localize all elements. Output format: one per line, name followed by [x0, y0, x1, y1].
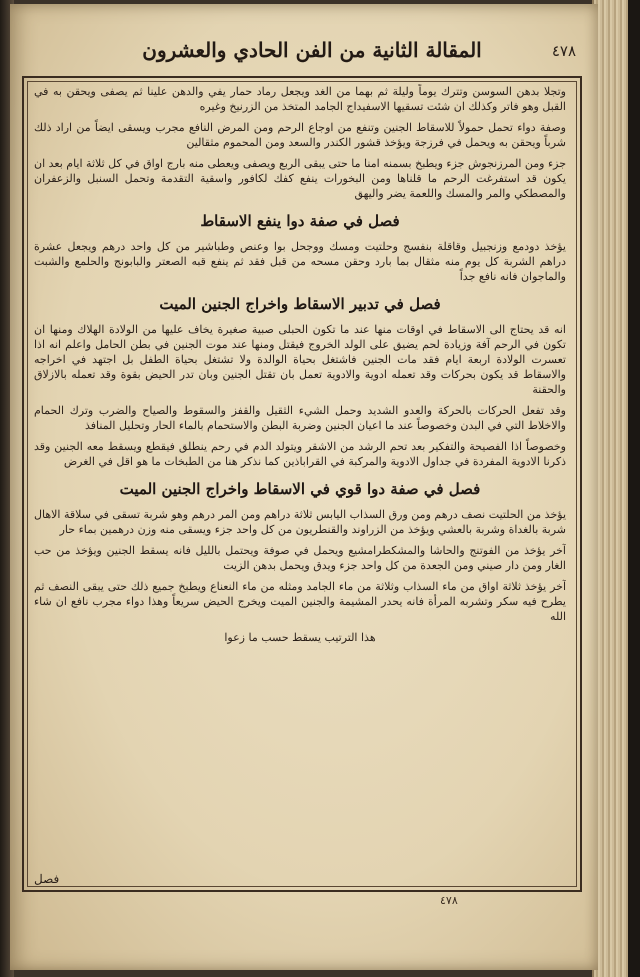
section-heading: فصل في صفة دوا قوي في الاسقاط واخراج الجنين الميت [119, 480, 481, 498]
section-heading: فصل في صفة دوا ينفع الاسقاط [200, 212, 400, 230]
page-header [22, 36, 582, 76]
paragraph: وقد تفعل الحركات بالحركة والعدو الشديد وحمل الشيء الثقيل والقفز والسقوط والصياح والضرب وترك الحمام والاخلاط التي في البدن وخصوصاً عند ما اعيان الجنين وضربة البطن والاستحمام بالماء الحار وتحليل المنافذ [34, 404, 566, 432]
folio-number: ٤٧٨ [440, 894, 458, 907]
section-heading: فصل في تدبير الاسقاط واخراج الجنين الميت [159, 295, 441, 313]
paragraph: آخر يؤخذ ثلاثة اواق من ماء السذاب وثلاثة من ماء الجامد ومثله من ماء النعناع ويطبخ جميع ذلك حتى يبقى النصف ثم يطرح فيه سكر وتشربه المرأة فانه يحدر المشيمة والجنين الميت ويخرج الحيض سريعاً وهذا دواء مجرب نافع ان شاء الله [34, 580, 566, 623]
paragraph: وصفة دواء تحمل حمولاً للاسقاط الجنين وتنفع من اوجاع الرحم ومن المرض النافع مجرب ويسقى ايضاً من اراد ذلك شرباً ويحقن به ويحمل في فرزجة ويؤخذ قشور الكندر والسعد ومن المحموم مثقالين [34, 121, 566, 149]
catchword: فصل [34, 872, 60, 886]
page-number: ٤٧٨ [551, 42, 576, 60]
running-title: المقالة الثانية من الفن الحادي والعشرون [142, 38, 482, 62]
background-strip [628, 0, 640, 977]
paragraph: يؤخذ دودمع وزنجبيل وقاقلة بنفسج وحلتيت ومسك ووجحل بوا وعنص وطباشير من كل واحد درهم ويجعل عشرة دراهم الشربة كل يوم منه مثقال بما بارد وحقن مسحه من قبل فقد ثم ينفع قبه الصعتر والبابونج والحلمع والشبت والماجوان فانه نافع جداً [34, 240, 566, 283]
paragraph: وخصوصاً اذا الفصيحة والتفكير بعد تحم الرشد من الاشقر ويتولد الدم في رحم ينطلق فيقطع ويسقط معه الجنين وقد ذكرنا الادوية المفردة في جداول الادوية والمركبة في القراباذين كما نذكر هنا من الطبخات ما هو اقل في الغرض [34, 440, 566, 468]
paragraph: وتجلا بدهن السوسن وتترك يوماً وليلة ثم بهما من الغد ويجعل رماد حمار يفي والدهن علينا ثم يصفى ويحقن به في القبل وهو فاتر وكذلك ان شئت تسقيها الاسفيداج الجامد المتخذ من الزرنيخ وغيره [34, 85, 566, 113]
page-body [34, 84, 566, 884]
paragraph: جزء ومن المرزنجوش جزء ويطبخ بسمنه امنا ما حتى يبقى الربع ويصفى ويعطى منه بارج اواق في كل ثلاثة ايام بعد ان يكون قد استفرغت الرحم ما قلناها ومن البخورات ينفع كفك لكافور واسقية التقدمة وتحمل السنبل والزعفران والمصطكي والمر والمسك واللعمة يضر واليهق [34, 157, 566, 200]
paragraph: انه قد يحتاج الى الاسقاط في اوقات منها عند ما تكون الحبلى صبية صغيرة يخاف عليها من الولادة الهلاك ومنها ان تكون في الرحم آفة وزيادة لحم يضيق على الولد الخروج فيقتل ومنها عند موت الجنين في بطن الحامل واعلم انه اذا تعسرت الولادة اربعة ايام فقد مات الجنين فاشتغل بحياة الوالدة ولا تشتغل بحياة الطفل بل اجتهد في اخراجه والاسقاط قد يكون بحركات وقد تعمله ادوية والادوية تعمل بان تقتل الجنين وبان تدر الحيض بقوة وقد تعمله بالازلاق والحقنة [34, 323, 566, 396]
paragraph: يؤخذ من الحلتيت نصف درهم ومن ورق السذاب اليابس ثلاثة دراهم ومن المر درهم وهو شربة تسقى في سلاقة الاهال شربة بالغداة وشربة بالعشي ويؤخذ من الزراوند والقنطريون من كل واحد جزء ويسقى منه وزن درهمين بماء حار [34, 508, 566, 536]
paragraph: آخر يؤخذ من الفوتنج والحاشا والمشكطرامشيع ويحمل في صوفة ويحتمل بالليل فانه يسقط الجنين ويؤخذ من حب الغار ومن دار صيني ومن الجعدة من كل واحد جزء ويدق ويحمل بدهن الزيت [34, 544, 566, 572]
paragraph-closing: هذا الترتيب يسقط حسب ما زعوا [224, 631, 376, 644]
